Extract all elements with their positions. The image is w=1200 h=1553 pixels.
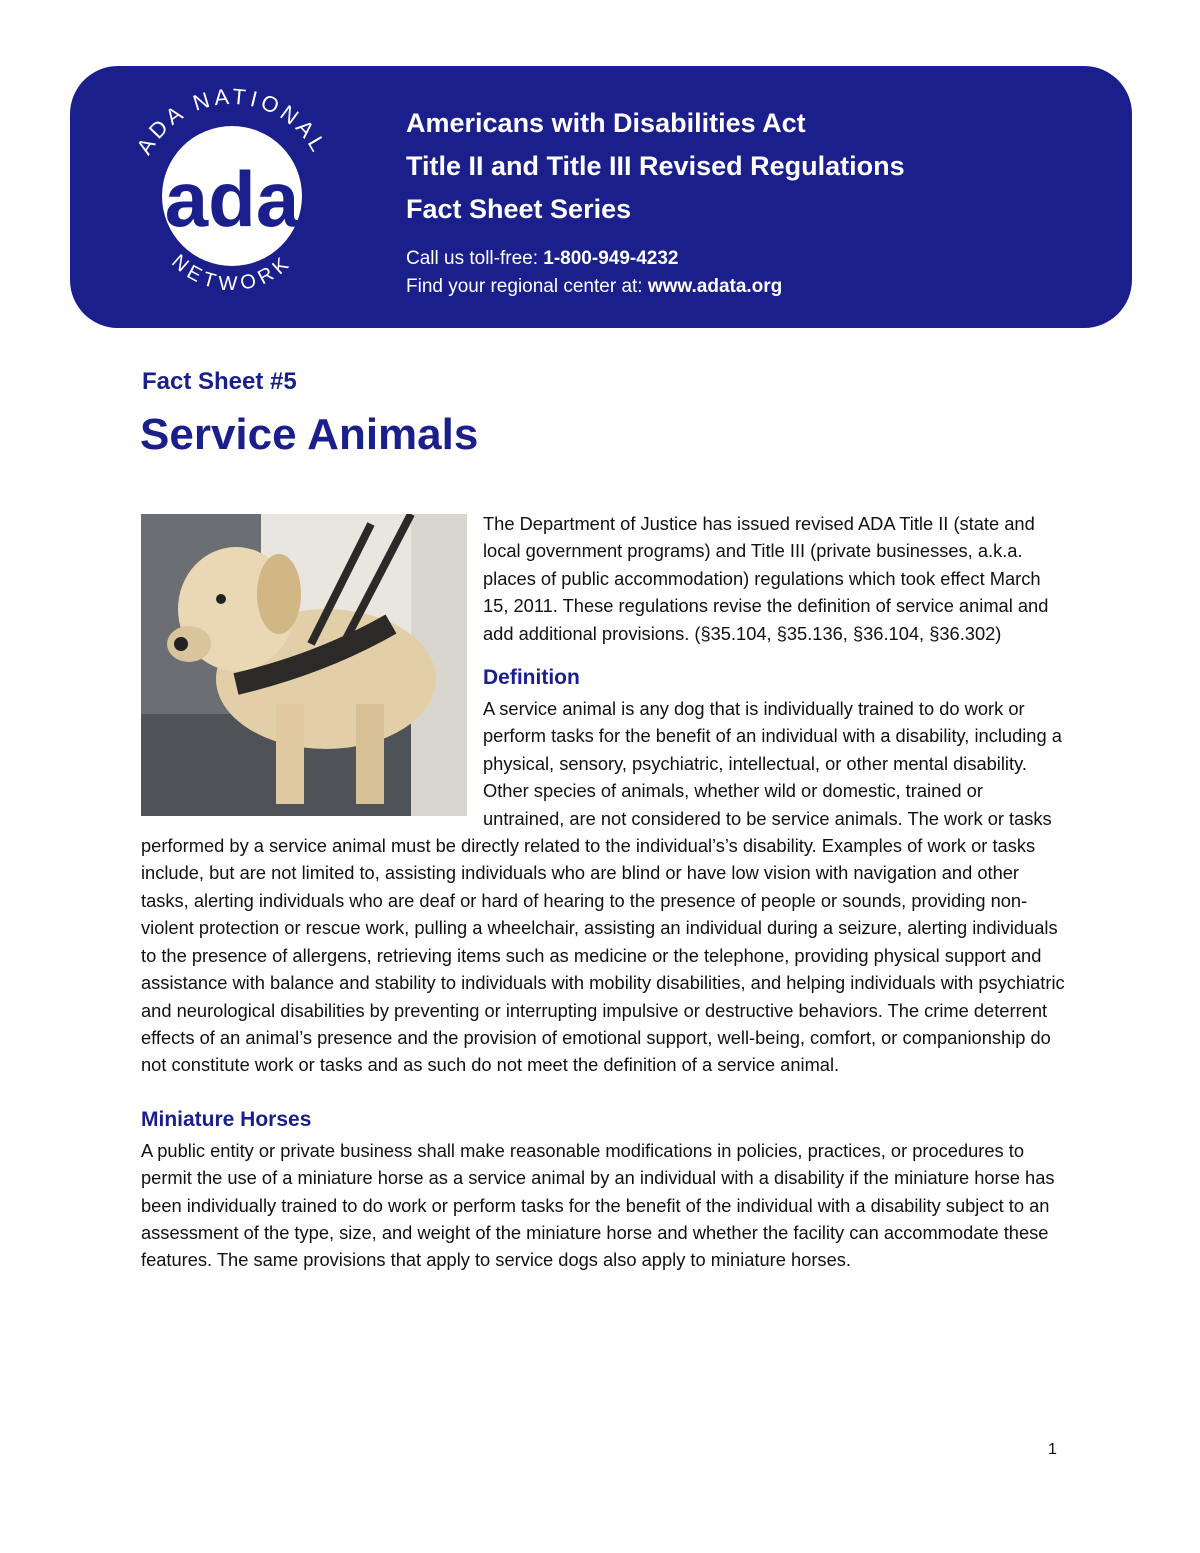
page-title: Service Animals [140, 410, 479, 459]
phone-number[interactable]: 1-800-949-4232 [543, 248, 679, 269]
svg-text:ADA NATIONAL: ADA NATIONAL [131, 83, 333, 159]
ada-national-network-logo [112, 76, 352, 316]
banner-title-line-1: Americans with Disabilities Act [406, 108, 806, 138]
banner-contact [406, 245, 905, 301]
guide-dog-photo [141, 514, 467, 816]
regional-center-line [406, 273, 905, 301]
banner-text [406, 102, 905, 301]
header-banner [70, 66, 1132, 328]
svg-text:NETWORK: NETWORK [167, 250, 297, 296]
intro-paragraph: The Department of Justice has issued revised ADA Title II (state and local government programs) and Title III (private businesses, a.k.a. places of public accommodation) regulations which took effect March 15, 2011. These regulations revise the definition of service animal and add additional provisions. (§35.104, §35.136, §36.104, §36.302) [483, 513, 1049, 644]
page-number: 1 [1048, 1441, 1057, 1458]
main-content [141, 510, 1066, 1274]
fact-sheet-number: Fact Sheet #5 [142, 368, 297, 395]
miniature-horses-paragraph: A public entity or private business shall make reasonable modifications in policies, practices, or procedures to permit the use of a miniature horse as a service animal by an individual with a disability if the miniature horse has been individually trained to do work or perform tasks for the benefit of the individual with a disability subject to an assessment of the type, size, and weight of the miniature horse and whether the facility can accommodate these features. The same provisions that apply to service dogs also apply to miniature horses. [141, 1139, 1055, 1271]
miniature-horses-heading: Miniature Horses [141, 1107, 312, 1131]
website-link[interactable]: www.adata.org [647, 276, 783, 297]
call-label: Call us toll-free: [406, 248, 544, 269]
toll-free-line [406, 245, 905, 273]
definition-heading: Definition [483, 666, 580, 690]
svg-text:ada: ada [164, 155, 300, 243]
definition-paragraph: A service animal is any dog that is individually trained to do work or perform tasks for the benefit of an individual with a disability, including a physical, sensory, psychiatric, intellectual, or other mental disability. Other species of animals, whether wild or domestic, trained or untrained, are not considered to be service animals. The work or tasks performed by a service animal must be directly related to the individual’s’s disability. Examples of work or tasks include, but are not limited to, assisting individuals who are blind or have low vision with navigation and other tasks, alerting individuals who are deaf or hard of hearing to the presence of people or sounds, providing non-violent protection or rescue work, pulling a wheelchair, assisting an individual during a seizure, alerting individuals to the presence of allergens, retrieving items such as medicine or the telephone, providing physical support and assistance with balance and stability to individuals with mobility disabilities, and helping individuals with psychiatric and neurological disabilities by preventing or interrupting impulsive or destructive behaviors. The crime deterrent effects of an animal’s presence and the provision of emotional support, well-being, comfort, or companionship do not constitute work or tasks and as such do not meet the definition of a service animal. [141, 698, 1065, 1076]
banner-title-line-3: Fact Sheet Series [406, 194, 632, 224]
banner-title-line-2: Title II and Title III Revised Regulations [406, 151, 905, 181]
center-label: Find your regional center at: [406, 276, 648, 297]
